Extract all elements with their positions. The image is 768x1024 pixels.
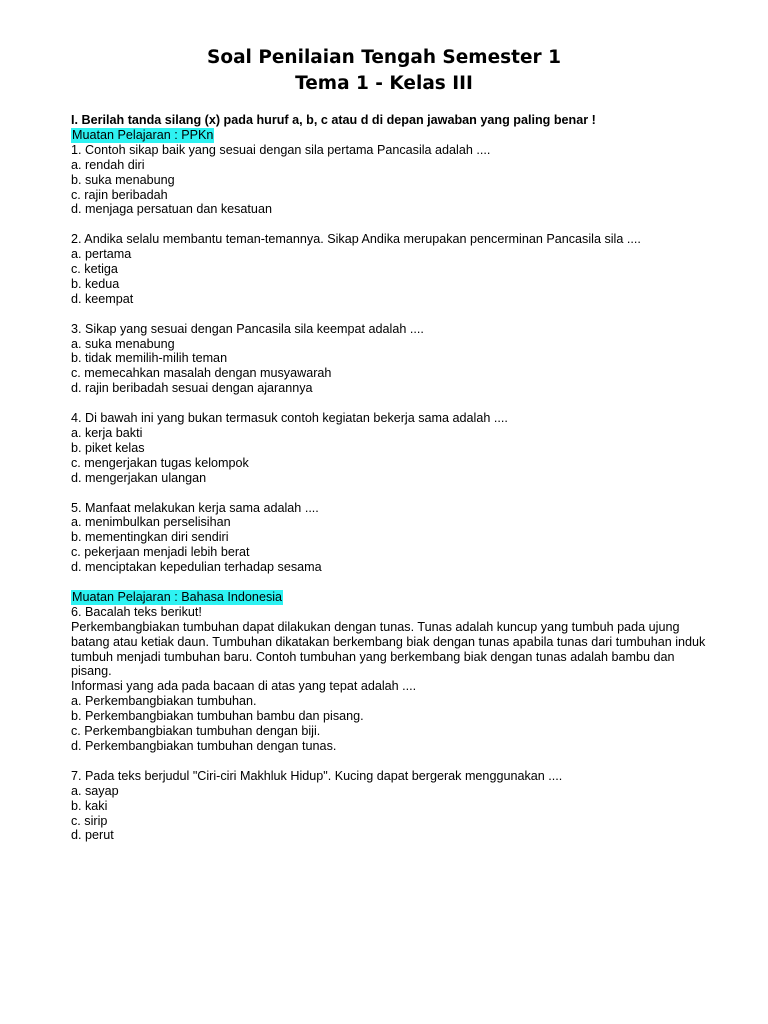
option-a: a. Perkembangbiakan tumbuhan. <box>71 694 257 709</box>
option-b: b. kedua <box>71 276 120 291</box>
reading-passage: Perkembangbiakan tumbuhan dapat dilakukan dengan tunas. Tunas adalah kuncup yang tumbuh pada ujung batang atau ketiak daun. Tumbuhan dikatakan berkembang biak dengan tunas apabila tunas dari tumbuhan induk tumbuh menjadi tumbuhan baru. Contoh tumbuhan yang berkembang biak dengan tunas adalah bambu dan pisang. <box>71 619 706 679</box>
option-b: b. suka menabung <box>71 172 175 187</box>
option-c: c. pekerjaan menjadi lebih berat <box>71 545 250 560</box>
option-b: b. tidak memilih-milih teman <box>71 351 228 366</box>
option-b: b. Perkembangbiakan tumbuhan bambu dan pisang. <box>71 709 364 724</box>
option-a: a. suka menabung <box>71 336 175 351</box>
question-text: 6. Bacalah teks berikut! <box>71 604 202 619</box>
question-prompt: Informasi yang ada pada bacaan di atas yang tepat adalah .... <box>71 679 417 694</box>
spacer <box>71 575 711 590</box>
question-text: 1. Contoh sikap baik yang sesuai dengan sila pertama Pancasila adalah .... <box>71 142 491 157</box>
question-7 <box>71 769 711 844</box>
option-d: d. perut <box>71 828 114 843</box>
option-d: d. menciptakan kepedulian terhadap sesama <box>71 560 322 575</box>
subject-heading-bahasa-indonesia <box>71 590 711 605</box>
document-subtitle: Tema 1 - Kelas III <box>295 73 473 94</box>
question-2 <box>71 232 711 307</box>
subject-highlight: Muatan Pelajaran : Bahasa Indonesia <box>72 589 283 604</box>
question-6 <box>71 605 711 754</box>
question-text: 5. Manfaat melakukan kerja sama adalah .... <box>71 500 319 515</box>
option-c: c. Perkembangbiakan tumbuhan dengan biji. <box>71 724 321 739</box>
option-a: a. rendah diri <box>71 157 145 172</box>
option-a: a. sayap <box>71 783 119 798</box>
option-c: c. ketiga <box>71 262 118 277</box>
question-4 <box>71 411 711 486</box>
option-b: b. piket kelas <box>71 440 145 455</box>
question-3 <box>71 322 711 397</box>
question-text: 4. Di bawah ini yang bukan termasuk contoh kegiatan bekerja sama adalah .... <box>71 411 508 426</box>
option-c: c. sirip <box>71 813 108 828</box>
subject-heading-ppkn <box>71 128 711 143</box>
option-b: b. mementingkan diri sendiri <box>71 530 229 545</box>
option-a: a. pertama <box>71 247 132 262</box>
spacer <box>71 486 711 501</box>
spacer <box>71 307 711 322</box>
option-b: b. kaki <box>71 798 108 813</box>
option-d: d. menjaga persatuan dan kesatuan <box>71 202 272 217</box>
option-a: a. kerja bakti <box>71 425 143 440</box>
option-c: c. memecahkan masalah dengan musyawarah <box>71 366 332 381</box>
option-c: c. rajin beribadah <box>71 187 168 202</box>
question-text: 2. Andika selalu membantu teman-temannya. Sikap Andika merupakan pencerminan Pancasila sila .... <box>71 232 641 247</box>
document-body <box>71 113 711 843</box>
question-5 <box>71 501 711 576</box>
document-title: Soal Penilaian Tengah Semester 1 <box>207 47 561 68</box>
option-d: d. rajin beribadah sesuai dengan ajarannya <box>71 381 313 396</box>
option-c: c. mengerjakan tugas kelompok <box>71 455 249 470</box>
question-1 <box>71 143 711 218</box>
spacer <box>71 217 711 232</box>
spacer <box>71 396 711 411</box>
question-text: 3. Sikap yang sesuai dengan Pancasila sila keempat adalah .... <box>71 321 424 336</box>
question-text: 7. Pada teks berjudul "Ciri-ciri Makhluk Hidup". Kucing dapat bergerak menggunakan .... <box>71 768 563 783</box>
instruction-text: I. Berilah tanda silang (x) pada huruf a, b, c atau d di depan jawaban yang paling benar ! <box>71 113 596 127</box>
spacer <box>71 754 711 769</box>
option-d: d. keempat <box>71 291 134 306</box>
subject-highlight: Muatan Pelajaran : PPKn <box>72 127 214 142</box>
option-a: a. menimbulkan perselisihan <box>71 515 231 530</box>
option-d: d. mengerjakan ulangan <box>71 470 207 485</box>
option-d: d. Perkembangbiakan tumbuhan dengan tunas. <box>71 738 337 753</box>
